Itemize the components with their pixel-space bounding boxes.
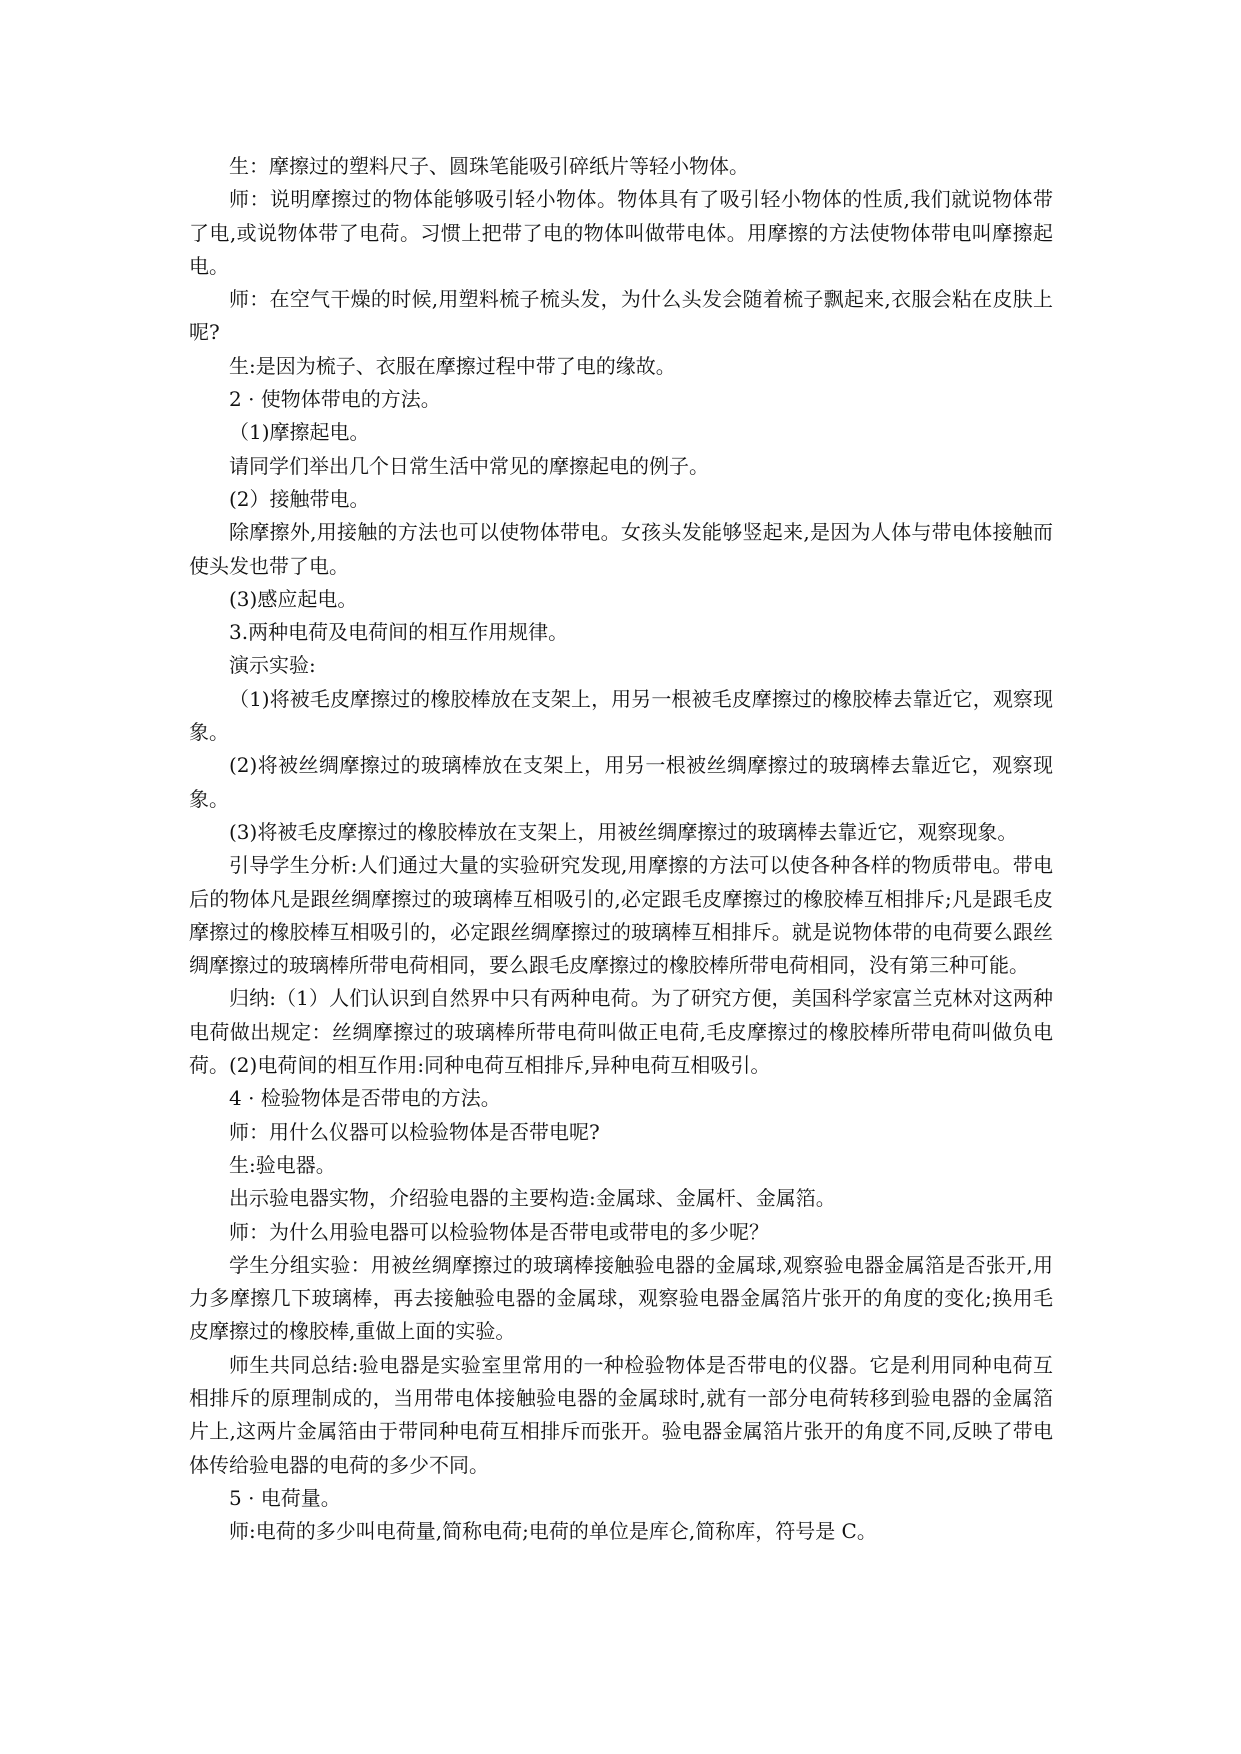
paragraph: 生:是因为梳子、衣服在摩擦过程中带了电的缘故。: [229, 353, 676, 378]
paragraph: 师：说明摩擦过的物体能够吸引轻小物体。物体具有了吸引轻小物体的性质,我们就说物体带了电,或说物体带了电荷。习惯上把带了电的物体叫做带电体。用摩擦的方法使物体带电叫摩擦起电。: [189, 187, 1053, 278]
paragraph: 生:验电器。: [229, 1152, 336, 1177]
paragraph: 师：为什么用验电器可以检验物体是否带电或带电的多少呢？: [229, 1219, 769, 1244]
paragraph: 生：摩擦过的塑料尺子、圆珠笔能吸引碎纸片等轻小物体。: [229, 154, 749, 178]
paragraph: 引导学生分析:人们通过大量的实验研究发现,用摩擦的方法可以使各种各样的物质带电。带电后的物体凡是跟丝绸摩擦过的玻璃棒互相吸引的,必定跟毛皮摩擦过的橡胶棒互相排斥;凡是跟毛皮摩擦过的橡胶棒互相吸引的，必定跟丝绸摩擦过的玻璃棒互相排斥。就是说物体带的电荷要么跟丝绸摩擦过的玻璃棒所带电荷相同，要么跟毛皮摩擦过的橡胶棒所带电荷相同，没有第三种可能。: [189, 853, 1053, 978]
paragraph: 师：在空气干燥的时候,用塑料梳子梳头发，为什么头发会随着梳子飘起来,衣服会粘在皮肤上呢?: [189, 287, 1053, 345]
paragraph: 2 · 使物体带电的方法。: [229, 387, 441, 412]
paragraph: (2)将被丝绸摩擦过的玻璃棒放在支架上，用另一根被丝绸摩擦过的玻璃棒去靠近它，观察现象。: [189, 753, 1053, 811]
paragraph: 3.两种电荷及电荷间的相互作用规律。: [229, 620, 569, 645]
paragraph: (3)将被毛皮摩擦过的橡胶棒放在支架上，用被丝绸摩擦过的玻璃棒去靠近它，观察现象。: [229, 819, 1018, 844]
paragraph: （1)将被毛皮摩擦过的橡胶棒放在支架上，用另一根被毛皮摩擦过的橡胶棒去靠近它，观察现象。: [189, 686, 1053, 745]
paragraph: 出示验电器实物，介绍验电器的主要构造:金属球、金属杆、金属箔。: [229, 1186, 836, 1211]
paragraph: 归纳:（1）人们认识到自然界中只有两种电荷。为了研究方便，美国科学家富兰克林对这两种电荷做出规定：丝绸摩擦过的玻璃棒所带电荷叫做正电荷,毛皮摩擦过的橡胶棒所带电荷叫做负电荷。(2)电荷间的相互作用:同种电荷互相排斥,异种电荷互相吸引。: [189, 986, 1053, 1078]
paragraph: 请同学们举出几个日常生活中常见的摩擦起电的例子。: [229, 453, 709, 478]
paragraph: 4 · 检验物体是否带电的方法。: [229, 1086, 501, 1111]
paragraph: 师:电荷的多少叫电荷量,简称电荷;电荷的单位是库仑,简称库，符号是 C。: [229, 1519, 877, 1544]
paragraph: 师：用什么仪器可以检验物体是否带电呢?: [229, 1119, 600, 1144]
paragraph: （1)摩擦起电。: [229, 420, 370, 445]
paragraph: (3)感应起电。: [229, 586, 358, 611]
paragraph: (2）接触带电。: [229, 486, 370, 511]
paragraph: 演示实验:: [229, 653, 316, 678]
document-body: [189, 150, 1053, 1548]
paragraph: 学生分组实验：用被丝绸摩擦过的玻璃棒接触验电器的金属球,观察验电器金属箔是否张开,用力多摩擦几下玻璃棒，再去接触验电器的金属球，观察验电器金属箔片张开的角度的变化;换用毛皮摩擦过的橡胶棒,重做上面的实验。: [189, 1252, 1053, 1344]
paragraph: 师生共同总结:验电器是实验室里常用的一种检验物体是否带电的仪器。它是利用同种电荷互相排斥的原理制成的，当用带电体接触验电器的金属球时,就有一部分电荷转移到验电器的金属箔片上,这两片金属箔由于带同种电荷互相排斥而张开。验电器金属箔片张开的角度不同,反映了带电体传给验电器的电荷的多少不同。: [189, 1352, 1053, 1477]
paragraph: 5 · 电荷量。: [229, 1485, 341, 1510]
paragraph: 除摩擦外,用接触的方法也可以使物体带电。女孩头发能够竖起来,是因为人体与带电体接触而使头发也带了电。: [189, 520, 1053, 578]
